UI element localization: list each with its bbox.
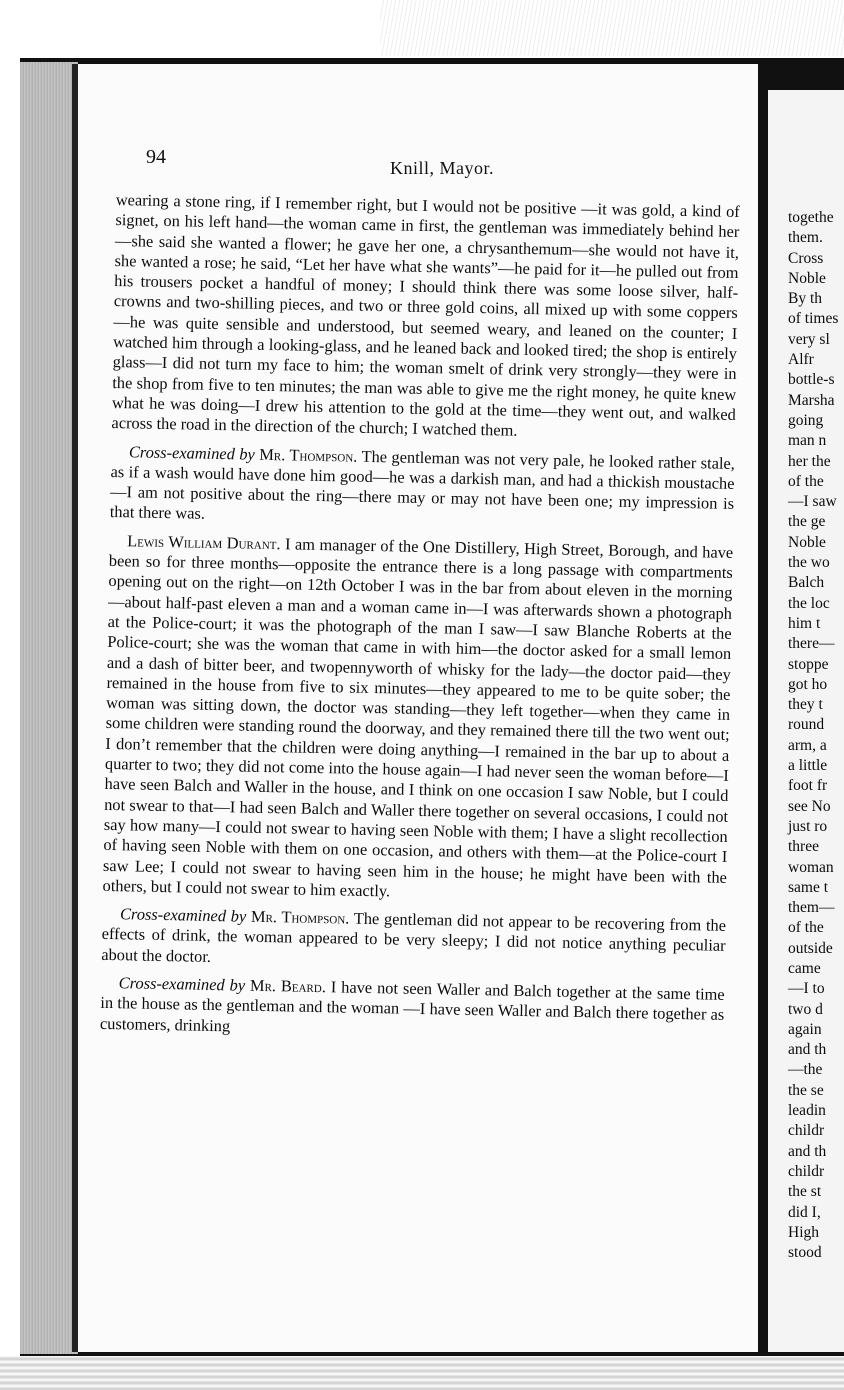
cross-examination-lead: Cross-examined by — [128, 441, 256, 464]
right-page-line: man n — [788, 432, 827, 450]
right-page-line: came — [788, 959, 821, 977]
right-page-line: woman — [788, 858, 834, 876]
right-page-line: the loc — [788, 594, 830, 612]
right-page-line: round — [788, 716, 825, 734]
right-page-line: Balch — [788, 574, 825, 592]
scan-background-top — [380, 0, 844, 56]
right-page-line: same t — [788, 878, 829, 896]
right-page-line: again — [788, 1020, 822, 1038]
right-page-line: By th — [788, 290, 823, 308]
paragraph-2 — [110, 442, 735, 535]
right-page-line: got ho — [788, 675, 828, 693]
right-page-line: three — [788, 838, 819, 856]
paragraph-4 — [101, 904, 726, 977]
right-page-line: bottle-s — [788, 371, 835, 389]
right-page-line: Noble — [788, 533, 826, 551]
right-page-line: Noble — [788, 269, 826, 287]
right-page-line: —I to — [788, 980, 825, 998]
right-page-line: see No — [788, 797, 831, 815]
right-page-fragments — [788, 208, 838, 1263]
right-page-line: two d — [788, 1000, 823, 1018]
right-page-line: —I saw — [788, 493, 837, 511]
examiner-name: Mr. Thompson. — [259, 444, 358, 466]
book-page-edges — [20, 62, 78, 1354]
right-page-line: there— — [788, 635, 835, 653]
examiner-name: Mr. Beard. — [249, 975, 327, 997]
right-page-line: and th — [788, 1142, 827, 1160]
right-page-line: very sl — [788, 330, 830, 348]
right-page-line: childr — [788, 1122, 825, 1140]
right-page-line: of times — [788, 310, 839, 328]
right-page-line: High — [788, 1223, 819, 1241]
cross-examination-lead: Cross-examined by — [119, 904, 247, 926]
right-page-line: arm, a — [788, 736, 827, 754]
right-page-line: the se — [788, 1081, 824, 1099]
cross-examination-lead: Cross-examined by — [118, 973, 246, 995]
book-page-left — [78, 64, 758, 1352]
right-page-line: her the — [788, 452, 831, 470]
right-page-line: leadin — [788, 1102, 826, 1120]
right-page-line: stood — [788, 1244, 822, 1262]
right-page-line: togethe — [788, 209, 834, 226]
right-page-line: foot fr — [788, 777, 828, 795]
witness-name: Lewis William Durant. — [127, 531, 281, 553]
book-page-right-edge — [768, 90, 844, 1352]
right-page-line: Alfr — [788, 351, 814, 369]
right-page-line: them— — [788, 899, 835, 917]
paragraph-text: wearing a stone ring, if I remember right, but I would not be positive —it was gold, a kind of signet, on his left hand—the woman came in first, the gentleman was immediately behind her—she said she wanted a flower; he gave her one, a chrysanthemum—she would not have it, she wanted a rose; he said, “Let her have what she wants”—he paid for it—he pulled out from his trousers pocket a handful of money; I should think there was some loose silver, half-crowns and two-shilling pieces, and two or three gold coins, all mixed up with some coppers—he was quite sensible and understood, but seemed weary, and leaned on the counter; I watched him through a looking-glass, and he leaned back and looked tired; the shop is entirely glass—I did not turn my face to him; the woman smelt of drink very strongly—they were in the shop from five to ten minutes; the man was able to give me the right money, he quite knew what he was doing—I drew his attention to the gold at the time—they went out, and walked across the road in the direction of the church; I watched them. — [111, 190, 740, 441]
right-page-line: the ge — [788, 513, 826, 531]
right-page-line: Cross — [788, 249, 824, 267]
paragraph-5 — [100, 973, 725, 1046]
paragraph-text: The gentleman was not very pale, he looked rather stale, as if a wash would have done him good—he was a darkish man, and had a thickish moustache—I am not positive about the ring—there may or may not have been one; my impression is that there was. — [109, 446, 736, 524]
right-page-line: the st — [788, 1183, 822, 1201]
right-page-line: of the — [788, 472, 824, 490]
scan-background-bottom — [0, 1356, 844, 1390]
examiner-name: Mr. Thompson. — [250, 906, 350, 928]
paragraph-text: I have not seen Waller and Balch together at the same time in the house as the gentleman and the woman —I have seen Waller and Balch there together as customers, drinking — [99, 977, 725, 1035]
right-page-line: just ro — [788, 817, 828, 835]
right-page-line: —the — [788, 1061, 823, 1079]
paragraph-text: I am manager of the One Distillery, High Street, Borough, and have been so for three months—opposite the entrance there is a long passage with compartments opening out on the right—on 12th October I was in the bar from about eleven in the morning—about half-past eleven a man and a woman came in—I was afterwards shown a photograph at the Police-court; it was the photograph of the man I saw—I saw Blanche Roberts at the Police-court; she was the woman that came in with him—the doctor asked for a small lemon and a dash of bitter beer, and twopennyworth of whisky for the lady—the doctor paid—they remained in the house from five to six minutes—they appeared to me to be quite sober; the woman was sitting down, the doctor was standing—they left together—when they came in some children were standing round the doorway, and they remained there till the two went out; I don’t remember that the children were doing anything—I remained in the bar up to about a quarter to two; they did not come into the house again—I had never seen the woman before—I have seen Balch and Waller in the house, and I think on one occasion I saw Noble, but I could not swear to that—I had seen Balch and Waller there together on several occasions, I could not say how many—I could not swear to having seen Noble with them; I have a slight recollection of having seen Noble with them on one occasion, and others with them—at the Police-court I saw Lee; I could not swear to having seen him in the house; he might have been with the others, but I could not swear to him exactly. — [102, 534, 734, 901]
right-page-line: of the — [788, 919, 824, 937]
right-page-line: the wo — [788, 554, 830, 572]
right-page-line: them. — [788, 229, 823, 247]
right-page-line: going — [788, 411, 824, 429]
paragraph-3 — [102, 531, 733, 908]
page-body — [100, 190, 740, 1046]
right-page-line: him t — [788, 614, 821, 632]
paragraph-1 — [111, 190, 740, 445]
paragraph-text: The gentleman did not appear to be recovering from the effects of drink, the woman appeared to be very sleepy; I did not notice anything peculiar about the doctor. — [101, 908, 727, 966]
right-page-line: and th — [788, 1041, 827, 1059]
right-page-line: did I, — [788, 1203, 821, 1221]
page-number: 94 — [146, 146, 166, 168]
right-page-line: stoppe — [788, 655, 829, 673]
right-page-line: childr — [788, 1162, 825, 1180]
right-page-line: Marsha — [788, 391, 835, 409]
right-page-line: a little — [788, 757, 828, 775]
right-page-line: outside — [788, 939, 833, 957]
running-head: Knill, Mayor. — [390, 158, 494, 178]
right-page-line: they t — [788, 696, 823, 714]
